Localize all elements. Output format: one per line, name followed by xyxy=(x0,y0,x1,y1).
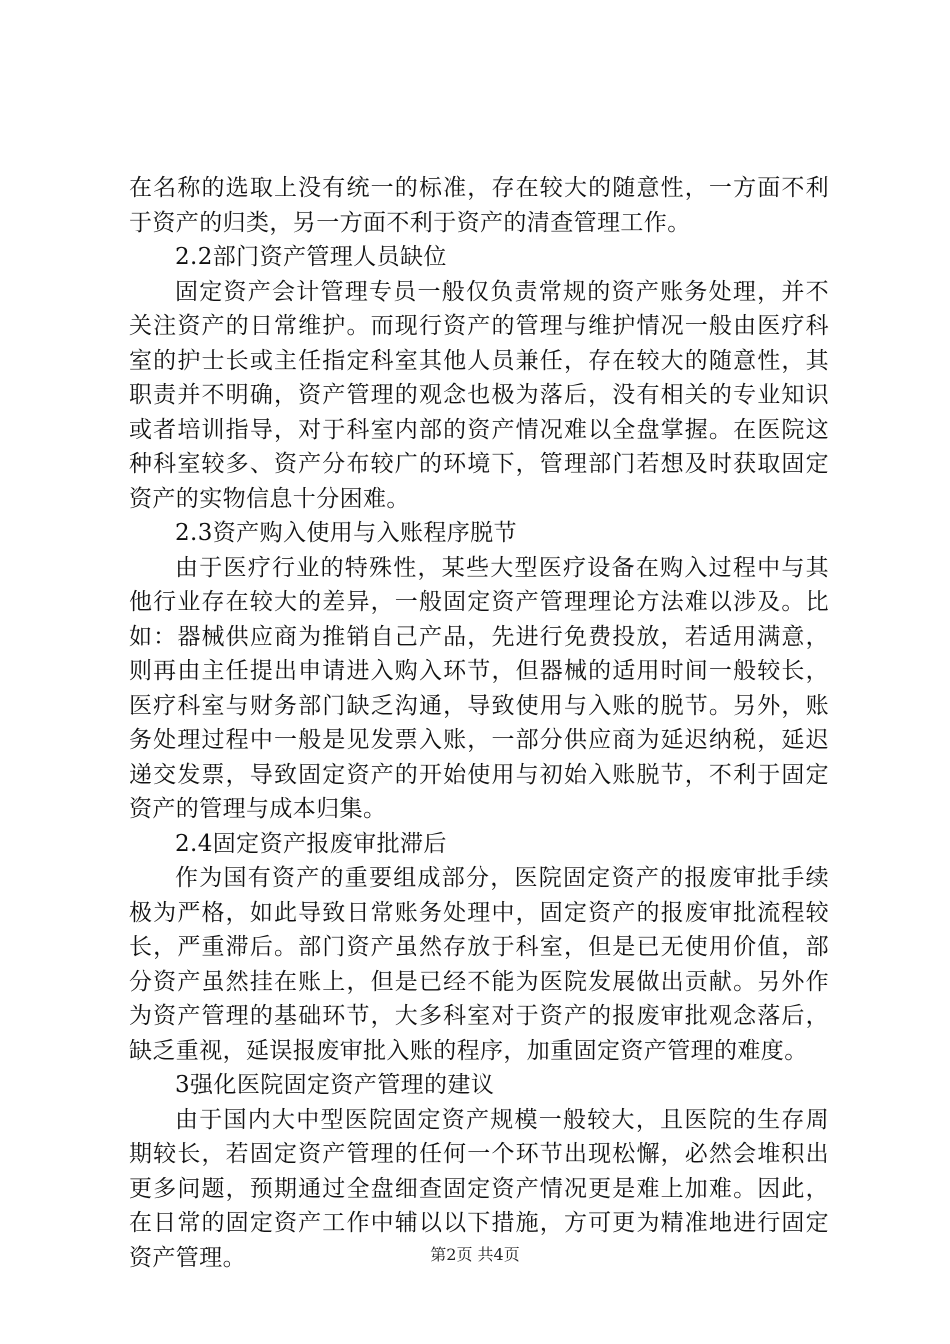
paragraph-2-3: 由于医疗行业的特殊性，某些大型医疗设备在购入过程中与其他行业存在较大的差异，一般固定资产管理理论方法难以涉及。比如：器械供应商为推销自己产品，先进行免费投放，若适用满意，则再由主任提出申请进入购入环节，但器械的适用时间一般较长，医疗科室与财务部门缺乏沟通，导致使用与入账的脱节。另外，账务处理过程中一般是见发票入账，一部分供应商为延迟纳税，延迟递交发票，导致固定资产的开始使用与初始入账脱节，不利于固定资产的管理与成本归集。 xyxy=(129,554,829,822)
section-heading-3: 3强化医院固定资产管理的建议 xyxy=(175,1072,495,1098)
body-text xyxy=(129,171,829,1275)
section-heading-2-2: 2.2部门资产管理人员缺位 xyxy=(175,244,447,270)
paragraph-2-4: 作为国有资产的重要组成部分，医院固定资产的报废审批手续极为严格，如此导致日常账务处理中，固定资产的报废审批流程较长，严重滞后。部门资产虽然存放于科室，但是已无使用价值，部分资产虽然挂在账上，但是已经不能为医院发展做出贡献。另外作为资产管理的基础环节，大多科室对于资产的报废审批观念落后，缺乏重视，延误报废审批入账的程序，加重固定资产管理的难度。 xyxy=(129,865,829,1064)
paragraph-continuation: 在名称的选取上没有统一的标准，存在较大的随意性，一方面不利于资产的归类，另一方面不利于资产的清查管理工作。 xyxy=(129,175,829,236)
section-heading-2-3: 2.3资产购入使用与入账程序脱节 xyxy=(175,520,517,546)
paragraph-2-2: 固定资产会计管理专员一般仅负责常规的资产账务处理，并不关注资产的日常维护。而现行资产的管理与维护情况一般由医疗科室的护士长或主任指定科室其他人员兼任，存在较大的随意性，其职责并不明确，资产管理的观念也极为落后，没有相关的专业知识或者培训指导，对于科室内部的资产情况难以全盘掌握。在医院这种科室较多、资产分布较广的环境下，管理部门若想及时获取固定资产的实物信息十分困难。 xyxy=(129,278,829,512)
section-heading-2-4: 2.4固定资产报废审批滞后 xyxy=(175,830,447,857)
page-number-footer: 第2页 共4页 xyxy=(430,1245,520,1264)
paragraph-3: 由于国内大中型医院固定资产规模一般较大，且医院的生存周期较长，若固定资产管理的任何一个环节出现松懈，必然会堆积出更多问题，预期通过全盘细查固定资产情况更是难上加难。因此，在日常的固定资产工作中辅以以下措施，方可更为精准地进行固定资产管理。 xyxy=(129,1106,829,1271)
